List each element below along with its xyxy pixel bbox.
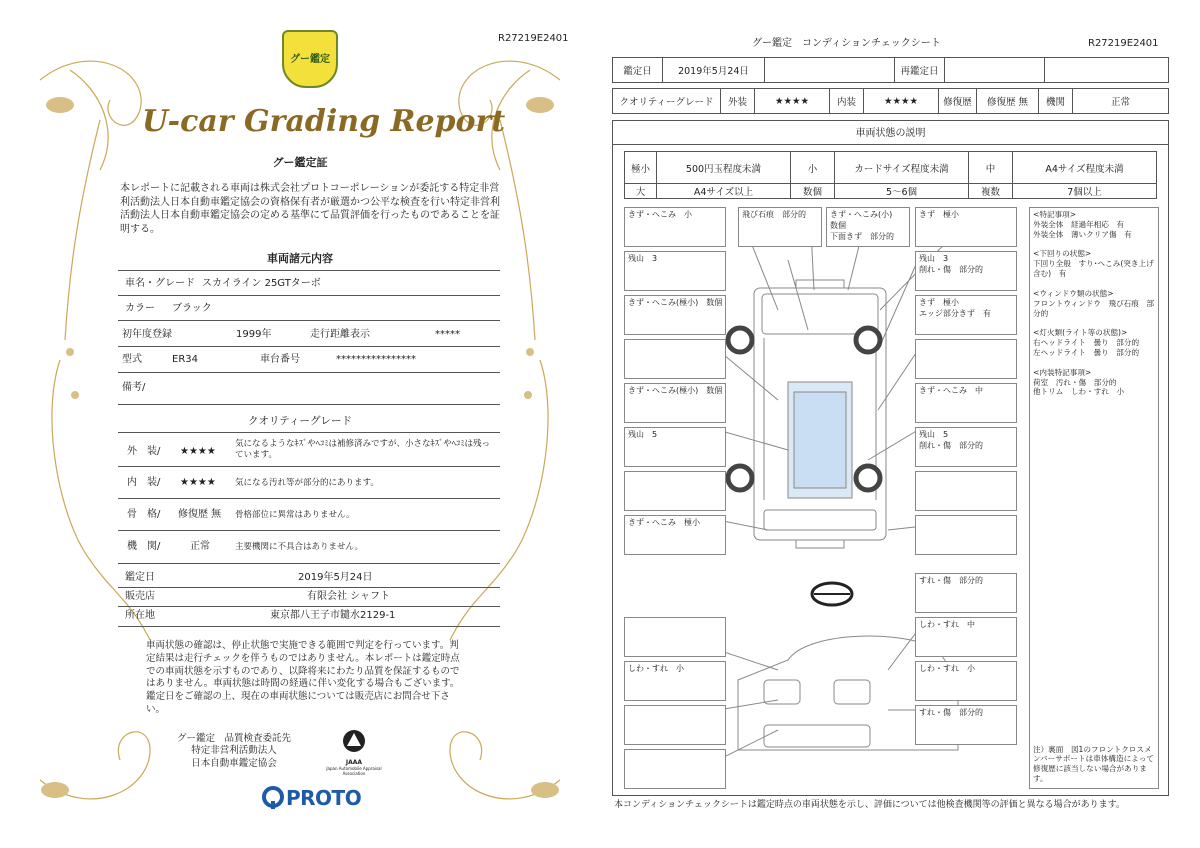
- mileage-value: *****: [435, 329, 460, 340]
- first-reg-value: 1999年: [236, 329, 272, 340]
- defect-box-left: しわ・すれ 小: [624, 661, 726, 701]
- right-condition-sheet: [600, 0, 1200, 848]
- defect-box-right: しわ・すれ 中: [915, 617, 1017, 657]
- color-label: カラー: [125, 303, 155, 314]
- legend-cell: 中: [969, 152, 1013, 184]
- color-value: ブラック: [172, 303, 212, 314]
- defect-box-left: [624, 749, 726, 789]
- sheet-date-value: 2019年5月24日: [663, 58, 765, 83]
- defect-box-left: 残山 5: [624, 427, 726, 467]
- remarks-label: 備考/: [122, 382, 146, 393]
- sheet-quality-label: クオリティーグレード: [613, 89, 721, 114]
- defect-box-mid: 飛び石痕 部分的: [738, 207, 822, 247]
- sheet-date-label: 鑑定日: [613, 58, 663, 83]
- defect-box-right: 残山 5 削れ・傷 部分的: [915, 427, 1017, 467]
- sheet-exterior-value: ★★★★: [755, 89, 830, 114]
- grade-interior-label: 内 装/: [127, 477, 161, 488]
- chassis-value: ****************: [336, 354, 416, 365]
- proto-logo: [262, 785, 361, 811]
- defect-box-right: すれ・傷 部分的: [915, 705, 1017, 745]
- sheet-exterior-label: 外装: [721, 89, 755, 114]
- sheet-engine-value: 正常: [1073, 89, 1169, 114]
- notes-panel: [1029, 207, 1159, 789]
- defect-box-left: きず・へこみ 小: [624, 207, 726, 247]
- car-name-value: スカイライン 25GTターボ: [202, 278, 321, 289]
- defect-box-right: きず 極小 エッジ部分きず 有: [915, 295, 1017, 335]
- proto-logo-text: PROTO: [286, 786, 362, 810]
- state-heading: 車両状態の説明: [855, 128, 926, 139]
- dealer-value: 有限会社 シャフト: [307, 591, 390, 602]
- grade-exterior-note: 気になるようなｷｽﾞやﾍｺﾐは補修済みですが、小さなｷｽﾞやﾍｺﾐは残っています。: [235, 439, 491, 461]
- car-name-label: 車名・グレード: [125, 278, 195, 289]
- certificate-heading: グー鑑定証: [272, 156, 328, 169]
- location-value: 東京都八王子市鑓水2129-1: [270, 610, 396, 621]
- chassis-label: 車台番号: [260, 354, 300, 365]
- legend-cell: 数個: [791, 184, 835, 199]
- quality-heading: クオリティーグレード: [248, 415, 352, 427]
- defect-box-right: しわ・すれ 小: [915, 661, 1017, 701]
- legend-cell: カードサイズ程度未満: [835, 152, 969, 184]
- defect-box-left: きず・へこみ 極小: [624, 515, 726, 555]
- defect-box-right: [915, 515, 1017, 555]
- sheet-title: グー鑑定 コンディションチェックシート: [752, 38, 941, 49]
- goo-emblem: [282, 30, 338, 88]
- quality-table: [612, 88, 1169, 114]
- grade-frame-note: 骨格部位に異常はありません。: [235, 510, 355, 520]
- defect-box-left: [624, 617, 726, 657]
- grade-engine-label: 機 関/: [127, 541, 161, 552]
- jaaa-emblem-icon: [341, 728, 367, 756]
- grade-frame-value: 修復歴 無: [178, 509, 222, 520]
- legend-cell: 複数: [969, 184, 1013, 199]
- model-value: ER34: [172, 354, 198, 365]
- goo-emblem-text: グー鑑定: [290, 54, 330, 65]
- sheet-interior-value: ★★★★: [864, 89, 939, 114]
- date-table: [612, 57, 1169, 83]
- location-label: 所在地: [125, 610, 155, 621]
- defect-box-right: 残山 3 削れ・傷 部分的: [915, 251, 1017, 291]
- legend-cell: 大: [625, 184, 657, 199]
- defect-box-left: [624, 471, 726, 511]
- grade-interior-value: ★★★★: [180, 477, 216, 488]
- special-notes: <特記事項> 外装全体 経過年相応 有 外装全体 薄いクリア傷 有 <下回りの状態> 下回り全般 すり･へこみ(突き上げ含む) 有 <ウィンドウ類の状態> フロントウィンドウ 飛び石痕 部分的 <灯火類(ライト等の状態)> 右ヘッドライト 曇り 部分的 左ヘッドライト 曇り 部分的 <内装特記事項> 荷室 汚れ・傷 部分的 他トリム しわ・すれ 小: [1033, 210, 1155, 397]
- bottom-note: 本コンディションチェックシートは鑑定時点の車両状態を示し、評価については他検査機関等の評価と異なる場合があります。: [614, 800, 1125, 810]
- defect-box-left: [624, 705, 726, 745]
- jaaa-logo: [316, 728, 392, 776]
- org-line2: 特定非営利活動法人: [191, 745, 277, 757]
- left-report-id: R27219E2401: [498, 33, 569, 44]
- mileage-label: 走行距離表示: [310, 329, 370, 340]
- grade-interior-note: 気になる汚れ等が部分的にあります。: [235, 478, 379, 488]
- grade-exterior-value: ★★★★: [180, 446, 216, 457]
- date-value: 2019年5月24日: [298, 572, 373, 583]
- defect-box-left: 残山 3: [624, 251, 726, 291]
- proto-mark-icon: [262, 786, 284, 810]
- intro-text: 本レポートに記載される車両は株式会社プロトコーポレーションが委託する特定非営利活動法人日本自動車鑑定協会の資格保有者が厳選かつ公平な検査を行い特定非営利活動法人日本自動車鑑定協会の定める基準にて品質評価を行ったものであることを証明する。: [120, 183, 500, 235]
- defect-box-mid: きず・へこみ(小) 数個 下面きず 部分的: [826, 207, 910, 247]
- grade-engine-value: 正常: [190, 541, 210, 552]
- defect-box-right: すれ・傷 部分的: [915, 573, 1017, 613]
- org-block: [172, 733, 296, 770]
- defect-box-right: [915, 471, 1017, 511]
- date-label: 鑑定日: [125, 572, 155, 583]
- legend-table: [624, 151, 1157, 199]
- sheet-interior-label: 内装: [830, 89, 864, 114]
- dealer-label: 販売店: [125, 591, 155, 602]
- right-report-id: R27219E2401: [1088, 38, 1159, 49]
- defect-box-right: きず 極小: [915, 207, 1017, 247]
- script-title: U-car Grading Report: [142, 104, 506, 139]
- grade-engine-note: 主要機関に不具合はありません。: [235, 542, 364, 552]
- legend-cell: 500円玉程度未満: [657, 152, 791, 184]
- sheet-repair-label: 修復歴: [939, 89, 977, 114]
- org-line3: 日本自動車鑑定協会: [191, 757, 277, 769]
- first-reg-label: 初年度登録: [122, 329, 172, 340]
- defect-box-right: [915, 339, 1017, 379]
- legend-cell: 7個以上: [1013, 184, 1157, 199]
- defect-box-left: きず・へこみ(極小) 数個: [624, 295, 726, 335]
- grade-frame-label: 骨 格/: [127, 509, 161, 520]
- model-label: 型式: [122, 354, 142, 365]
- disclaimer-text: 車両状態の確認は、停止状態で実施できる範囲で判定を行っています。判定結果は走行チェックを伴うものではありません。本レポートは鑑定時点での車両状態を示すものであり、以降将来にわたり品質を保証するものではありません。車両状態は時間の経過に伴い変化する場合もございます。鑑定日をご確認の上、現在の車両状態については販売店にお問合せ下さい。: [146, 640, 460, 716]
- blank-cell: [1045, 58, 1169, 83]
- defect-box-left: きず・へこみ(極小) 数個: [624, 383, 726, 423]
- footnote-text: 注）裏面 図1のフロントクロスメンバーサポートは車体構造によって修復歴に該当しない場合があります。: [1033, 744, 1154, 784]
- sheet-engine-label: 機関: [1039, 89, 1073, 114]
- legend-cell: A4サイズ以上: [657, 184, 791, 199]
- reappraisal-label: 再鑑定日: [895, 58, 945, 83]
- sheet-repair-value: 修復歴 無: [977, 89, 1039, 114]
- legend-cell: 極小: [625, 152, 657, 184]
- specs-heading: 車両諸元内容: [267, 252, 333, 265]
- legend-cell: A4サイズ程度未満: [1013, 152, 1157, 184]
- org-line1: グー鑑定 品質検査委託先: [176, 733, 291, 744]
- defect-box-left: [624, 339, 726, 379]
- legend-cell: 5～6個: [835, 184, 969, 199]
- blank-cell: [765, 58, 895, 83]
- defect-box-right: きず・へこみ 中: [915, 383, 1017, 423]
- jaaa-label: JAAA: [345, 759, 363, 766]
- jaaa-sub: Japan Automobile Appraisal Association: [326, 766, 382, 776]
- reappraisal-value: [945, 58, 1045, 83]
- grade-exterior-label: 外 装/: [127, 446, 161, 457]
- legend-cell: 小: [791, 152, 835, 184]
